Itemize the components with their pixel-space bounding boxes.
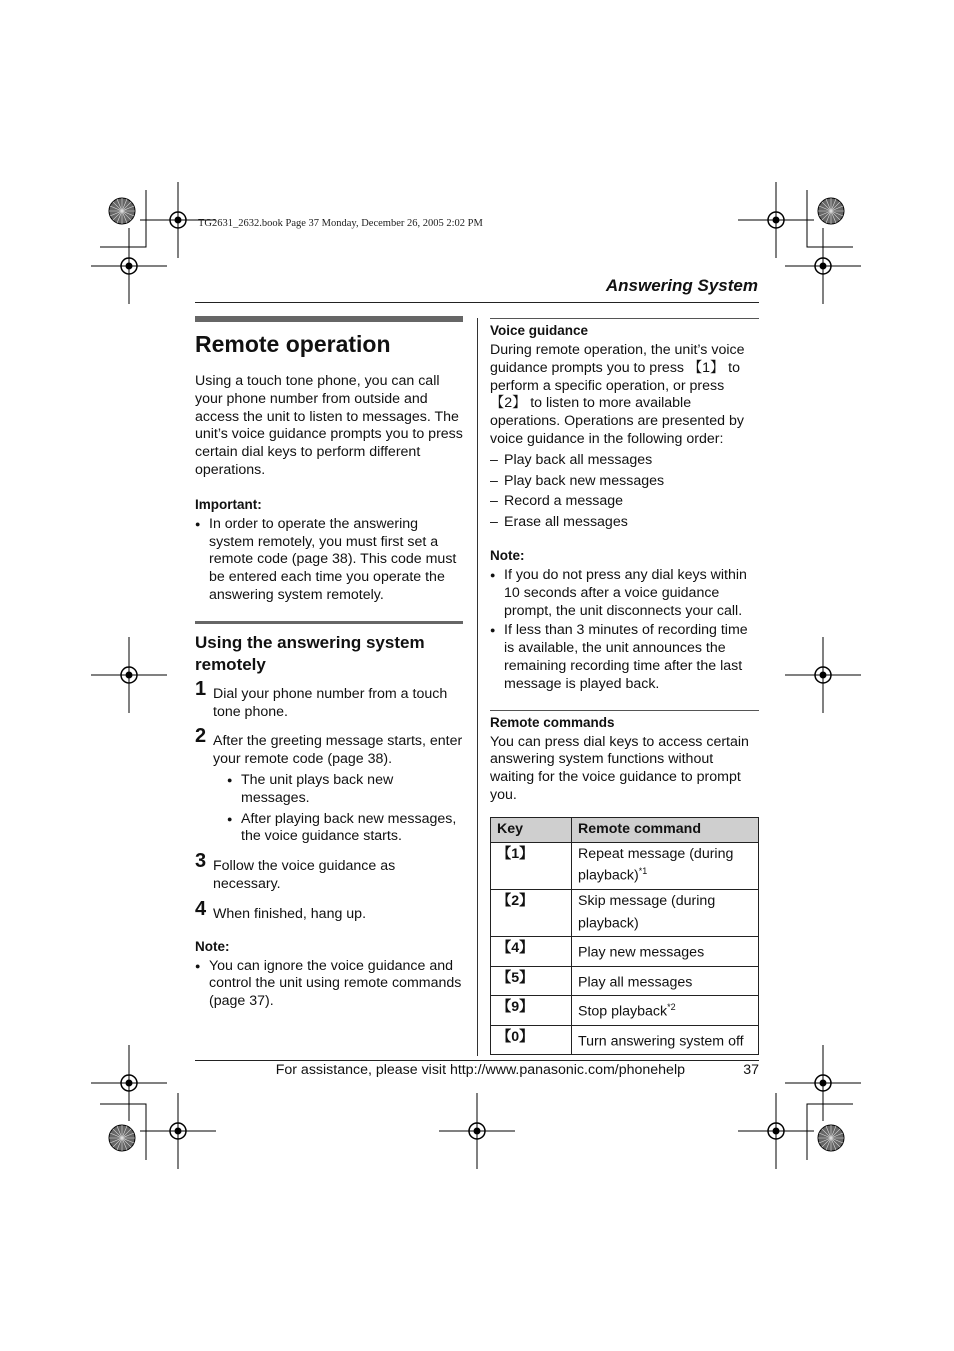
command-text: Play new messages bbox=[578, 944, 705, 961]
footnote-mark: *2 bbox=[667, 1002, 676, 1013]
step-text: After the greeting message starts, enter your remote code (page 38). bbox=[213, 733, 463, 768]
command-cell bbox=[572, 966, 759, 996]
step-number: 2 bbox=[195, 725, 207, 748]
table-row bbox=[491, 996, 759, 1026]
key-cell: 【5】 bbox=[491, 966, 572, 996]
column-divider bbox=[477, 318, 478, 1056]
command-cell bbox=[572, 996, 759, 1026]
key-cell: 【2】 bbox=[491, 889, 572, 936]
important-item: ● In order to operate the answering system remotely, you must first set a remote code (page 38). This code must be entered each time you operate the answering system remotely. bbox=[195, 516, 463, 605]
step-bullet: ● After playing back new messages, the voice guidance starts. bbox=[227, 811, 463, 847]
table-row bbox=[491, 842, 759, 889]
step-1 bbox=[195, 677, 463, 722]
table-row bbox=[491, 889, 759, 936]
voice-guidance-rule bbox=[490, 318, 759, 319]
key-cell: 【1】 bbox=[491, 842, 572, 889]
table-row bbox=[491, 937, 759, 967]
step-2 bbox=[195, 725, 463, 769]
step-text: When finished, hang up. bbox=[213, 905, 367, 922]
title-bar bbox=[195, 316, 463, 322]
table-row bbox=[491, 966, 759, 996]
left-column bbox=[195, 316, 463, 1011]
command-text: Skip message (during playback) bbox=[578, 892, 716, 932]
operation-item: – Erase all messages bbox=[490, 514, 759, 532]
voice-guidance-text: During remote operation, the unit’s voice guidance prompts you to press 【1】 to perform a specific operation, or press 【2】 to listen to more available operations. Operations are presented by voice guidance in the following order: bbox=[490, 342, 745, 447]
important-label: Important: bbox=[195, 496, 262, 512]
operation-item: – Record a message bbox=[490, 493, 759, 511]
section-title: Answering System bbox=[605, 276, 758, 295]
page-number: 37 bbox=[743, 1062, 759, 1078]
command-text: Play all messages bbox=[578, 974, 693, 991]
step-number: 4 bbox=[195, 897, 207, 920]
table-header-row bbox=[491, 817, 759, 842]
command-cell bbox=[572, 937, 759, 967]
step-text: Dial your phone number from a touch tone phone. bbox=[213, 685, 448, 720]
remote-commands-text: You can press dial keys to access certain answering system functions without waiting for the voice guidance to prompt you. bbox=[490, 733, 749, 803]
footnote-mark: *1 bbox=[638, 866, 648, 877]
key-cell: 【0】 bbox=[491, 1025, 572, 1055]
left-note-label: Note: bbox=[195, 938, 230, 954]
right-note-label: Note: bbox=[490, 547, 525, 563]
operation-item: – Play back all messages bbox=[490, 452, 759, 470]
print-header: TG2631_2632.book Page 37 Monday, December 26, 2005 2:02 PM bbox=[198, 218, 483, 229]
column-header-key: Key bbox=[491, 817, 572, 842]
key-cell: 【4】 bbox=[491, 937, 572, 967]
footer-text: For assistance, please visit http://www.panasonic.com/phonehelp bbox=[275, 1062, 685, 1078]
intro-paragraph: Using a touch tone phone, you can call your phone number from outside and access the unit to listen to messages. The unit’s voice guidance prompts you to press certain dial keys to perform different operations. bbox=[195, 373, 463, 478]
command-cell bbox=[572, 842, 759, 889]
header-rule bbox=[195, 302, 759, 303]
operation-item: – Play back new messages bbox=[490, 473, 759, 491]
command-cell bbox=[572, 889, 759, 936]
remote-commands-rule bbox=[490, 710, 759, 711]
command-text: Stop playback bbox=[578, 1003, 668, 1020]
left-note-item: ● You can ignore the voice guidance and control the unit using remote commands (page 37). bbox=[195, 958, 463, 1011]
right-note-item: ● If less than 3 minutes of recording time is available, the unit announces the remaining recording time after the last message is played back. bbox=[490, 622, 759, 693]
using-heading: Using the answering system remotely bbox=[195, 632, 425, 674]
table-row bbox=[491, 1025, 759, 1055]
step-4 bbox=[195, 897, 463, 924]
remote-commands-heading: Remote commands bbox=[490, 714, 615, 730]
voice-guidance-heading: Voice guidance bbox=[490, 323, 589, 338]
right-note-item: ● If you do not press any dial keys within 10 seconds after a voice guidance prompt, the unit disconnects your call. bbox=[490, 567, 759, 620]
right-column bbox=[490, 318, 759, 1055]
step-3 bbox=[195, 850, 463, 894]
step-number: 3 bbox=[195, 850, 207, 873]
footer-rule bbox=[195, 1060, 759, 1061]
step-number: 1 bbox=[195, 677, 207, 700]
step-text: Follow the voice guidance as necessary. bbox=[213, 858, 396, 892]
key-cell: 【9】 bbox=[491, 996, 572, 1026]
column-header-command: Remote command bbox=[572, 817, 759, 842]
subsection-bar bbox=[195, 621, 463, 624]
remote-commands-table bbox=[490, 817, 759, 1056]
command-text: Repeat message (during playback) bbox=[578, 845, 734, 885]
step-bullet: ● The unit plays back new messages. bbox=[227, 772, 463, 808]
page-title: Remote operation bbox=[195, 331, 391, 357]
command-cell bbox=[572, 1025, 759, 1055]
command-text: Turn answering system off bbox=[578, 1033, 744, 1050]
